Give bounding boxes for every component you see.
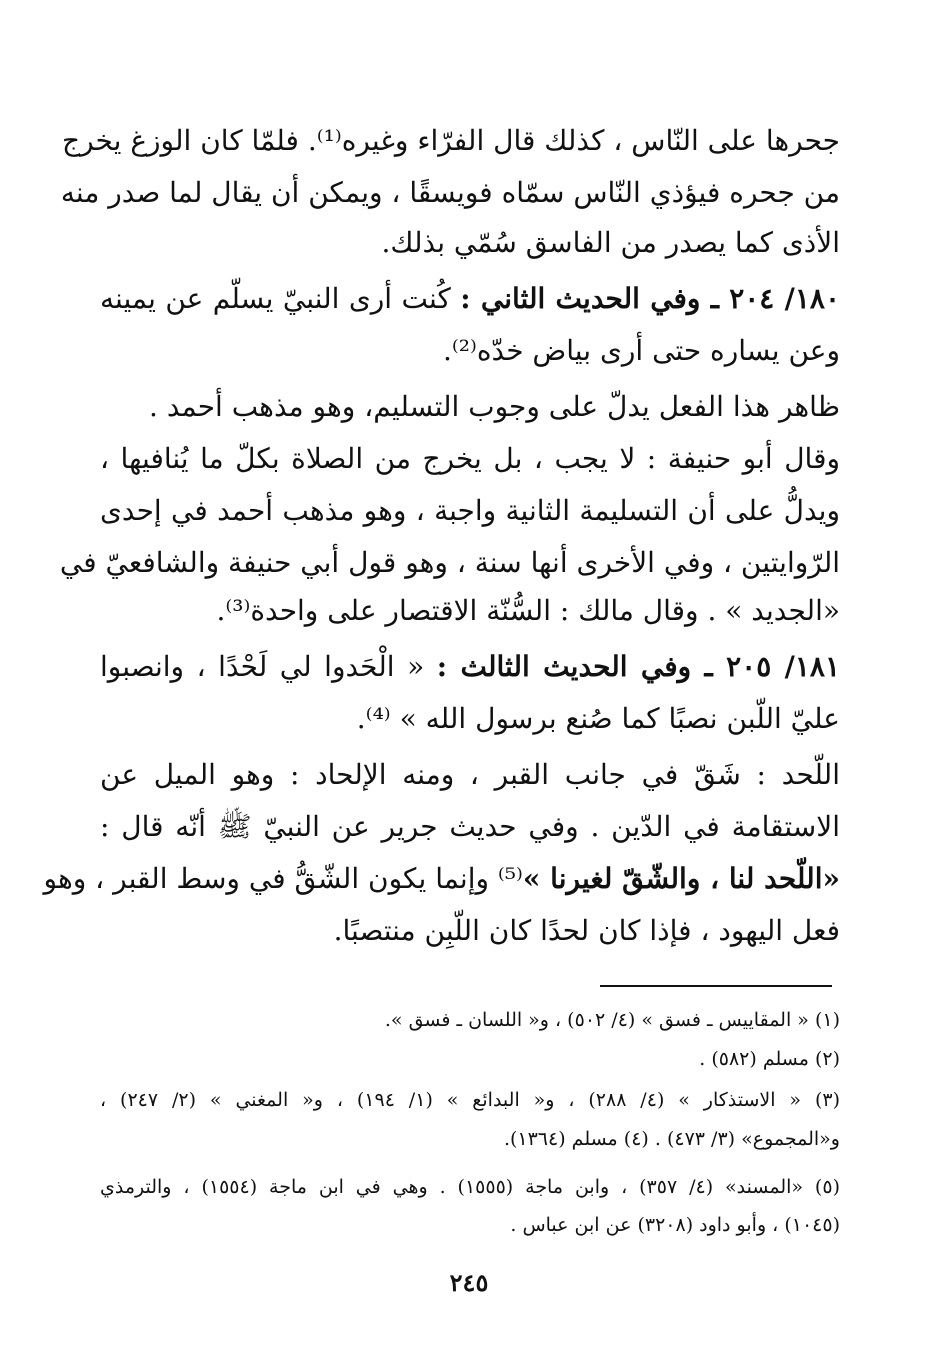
text-line: فعل اليهود ، فإذا كان لحدًا كان اللّبِن منتصبًا. — [333, 914, 840, 947]
hadith-heading-line — [100, 273, 840, 325]
text-line: الرّوايتين ، وفي الأخرى أنها سنة ، وهو قول أبي حنيفة والشافعيّ في — [59, 546, 840, 579]
hadith-heading-line — [100, 641, 840, 693]
text-line: ظاهر هذا الفعل يدلّ على وجوب التسليم، وهو مذهب أحمد . — [149, 390, 840, 423]
text-line: من جحره فيؤذي النّاس سمّاه فويسقًا ، ويمكن أن يقال لما صدر منه — [60, 176, 840, 209]
hadith-number-heading: ١٨١/ ٢٠٥ ـ وفي الحديث الثالث : — [436, 650, 840, 683]
text-span: ⁽⁵⁾ وإنما يكون الشّقُّ في وسط القبر ، وهو — [43, 862, 523, 895]
text-line: ويدلُّ على أن التسليمة الثانية واجبة ، وهو مذهب أحمد في إحدى — [100, 494, 840, 527]
text-line: اللّحد : شَقّ في جانب القبر ، ومنه الإلحاد : وهو الميل عن — [100, 758, 840, 791]
page-number: ٢٤٥ — [449, 1268, 489, 1297]
footnote: (١) « المقاييس ـ فسق » (٤/ ٥٠٢) ، و« اللسان ـ فسق ». — [384, 1009, 840, 1031]
footnote: و«المجموع» (٣/ ٤٧٣) . (٤) مسلم (١٣٦٤). — [503, 1128, 840, 1150]
hadith-number-heading: ١٨٠/ ٢٠٤ ـ وفي الحديث الثاني : — [460, 282, 840, 315]
text-line: الاستقامة في الدّين . وفي حديث جرير عن النبيّ ﷺ أنّه قال : — [100, 810, 840, 843]
footnote-separator — [600, 985, 832, 987]
footnote: (٣) « الاستذكار » (٤/ ٢٨٨) ، و« البدائع » (١/ ١٩٤) ، و« المغني » (٢/ ٢٤٧) ، — [100, 1089, 840, 1111]
text-line: وعن يساره حتى أرى بياض خدّه⁽²⁾. — [442, 334, 840, 367]
hadith-text: « الْحَدوا لي لَحْدًا ، وانصبوا — [100, 650, 437, 683]
text-line: جحرها على النّاس ، كذلك قال الفرّاء وغيره⁽¹⁾. فلمّا كان الوزغ يخرج — [62, 124, 840, 157]
footnote: (١٠٤٥) ، وأبو داود (٣٢٠٨) عن ابن عباس . — [510, 1214, 840, 1236]
quoted-hadith: «اللّحد لنا ، والشّقّ لغيرنا » — [522, 862, 840, 895]
text-line: الأذى كما يصدر من الفاسق سُمّي بذلك. — [381, 226, 840, 259]
text-line: عليّ اللّبن نصبًا كما صُنع برسول الله » ⁽⁴⁾. — [356, 702, 840, 735]
text-line: وقال أبو حنيفة : لا يجب ، بل يخرج من الصلاة بكلّ ما يُنافيها ، — [100, 442, 840, 475]
text-line — [43, 853, 840, 905]
footnote: (٥) «المسند» (٤/ ٣٥٧) ، وابن ماجة (١٥٥٥) . وهي في ابن ماجة (١٥٥٤) ، والترمذي — [100, 1176, 840, 1198]
footnote: (٢) مسلم (٥٨٢) . — [699, 1048, 840, 1070]
text-line: «الجديد » . وقال مالك : السُّنّة الاقتصار على واحدة⁽³⁾. — [216, 594, 840, 627]
hadith-text: كُنت أرى النبيّ يسلّم عن يمينه — [100, 282, 461, 315]
